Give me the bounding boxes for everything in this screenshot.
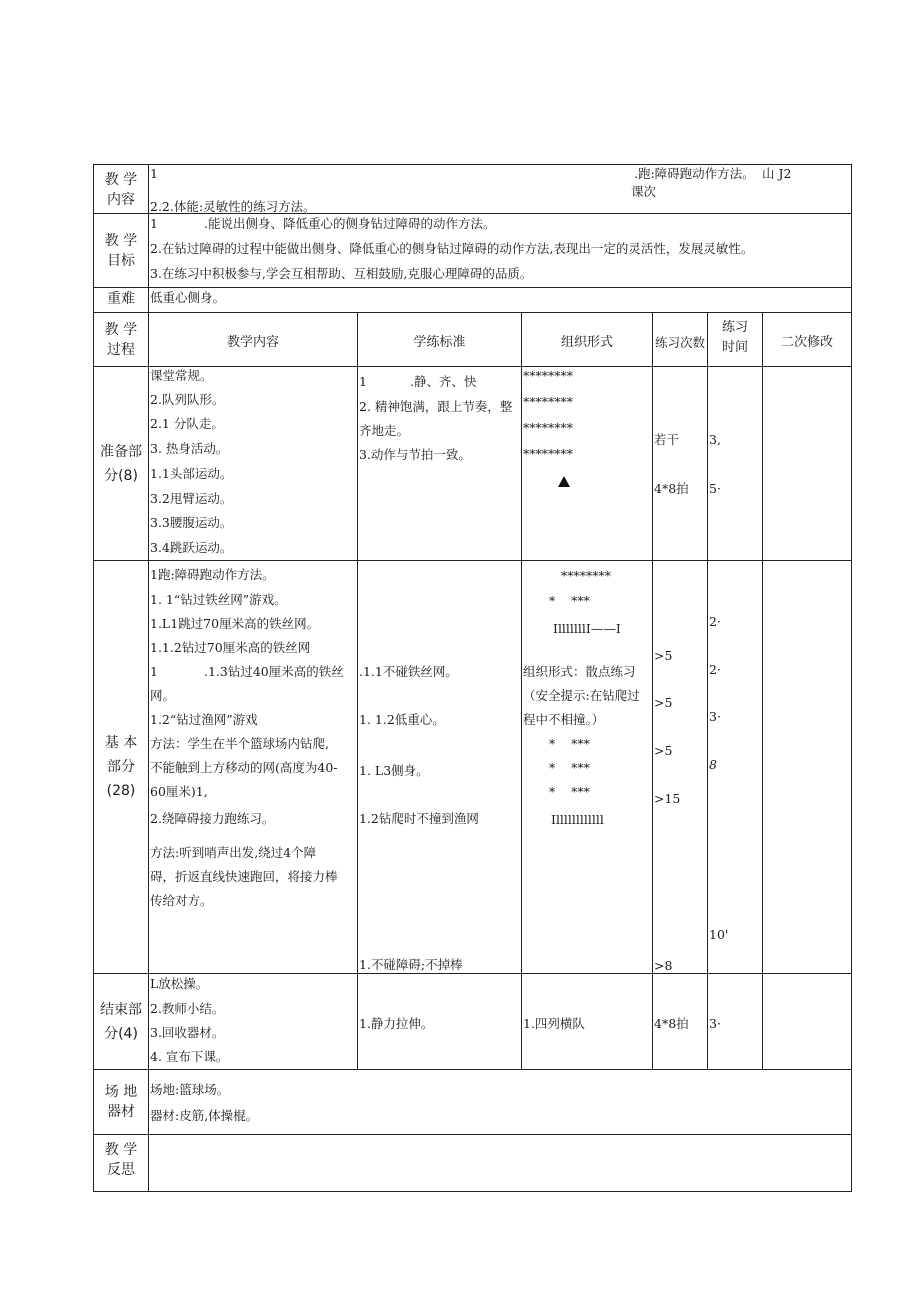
prep-content-8: 3.4跳跃运动。 bbox=[150, 540, 233, 555]
end-content-1: L放松操。 bbox=[150, 976, 209, 991]
label-line: 分(8) bbox=[104, 468, 138, 484]
label-line: 教 学 bbox=[104, 233, 138, 249]
venue-line-1: 场地:篮球场。 bbox=[150, 1082, 230, 1097]
basic-content-7c: 60厘米)1, bbox=[150, 784, 208, 799]
basic-count-5: >8 bbox=[654, 958, 673, 973]
prep-time-1: 3, bbox=[709, 432, 721, 447]
prep-content-7: 3.3腰腹运动。 bbox=[150, 515, 233, 530]
prep-content-1: 课堂常规。 bbox=[150, 368, 213, 383]
teacher-triangle-icon bbox=[558, 476, 570, 487]
basic-content-3: 1.L1跳过70厘米高的铁丝网。 bbox=[150, 616, 320, 631]
header-line: 时间 bbox=[721, 340, 748, 355]
col-header-time bbox=[708, 318, 762, 358]
col-header-revise: 二次修改 bbox=[780, 335, 833, 350]
basic-count-3: >5 bbox=[654, 743, 673, 758]
goal-1: .能说出侧身、降低重心的侧身钻过障碍的动作方法。 bbox=[204, 216, 496, 231]
basic-standard-1: .1.1不碰铁丝网。 bbox=[359, 664, 458, 679]
end-content-3: 3.回收器材。 bbox=[150, 1025, 225, 1040]
formation-row: ******** bbox=[523, 420, 573, 435]
basic-standard-4: 1.2钻爬时不撞到渔网 bbox=[359, 811, 479, 826]
label-line: 准备部 bbox=[100, 444, 142, 460]
difficulty-text: 低重心侧身。 bbox=[150, 290, 226, 305]
basic-count-2: >5 bbox=[654, 695, 673, 710]
venue-line-2: 器材:皮筋,体操棍。 bbox=[150, 1108, 259, 1123]
end-standard: 1.静力拉伸。 bbox=[359, 1016, 434, 1031]
end-organize: 1.四列横队 bbox=[523, 1016, 585, 1031]
row-border bbox=[93, 1191, 852, 1192]
formation-row: ******** bbox=[523, 368, 573, 383]
goal-3: 3.在练习中积极参与,学会互相帮助、互相鼓励,克服心理障碍的品质。 bbox=[150, 266, 533, 281]
reflection-label bbox=[94, 1140, 148, 1180]
basic-label bbox=[94, 731, 148, 803]
basic-org-5: （安全提示:在钻爬过 bbox=[523, 688, 640, 703]
prep-content-3: 2.1 分队走。 bbox=[150, 416, 224, 431]
col-border bbox=[851, 164, 852, 1192]
label-line: 教 学 bbox=[104, 172, 138, 188]
prep-standard-3: 3.动作与节拍一致。 bbox=[359, 447, 471, 462]
end-label bbox=[94, 998, 148, 1046]
col-header-content: 教学内容 bbox=[226, 335, 279, 350]
content-line-1: .跑:障碍跑动作方法。 bbox=[634, 166, 755, 181]
row-border bbox=[93, 973, 852, 974]
basic-count-1: >5 bbox=[654, 648, 673, 663]
col-border bbox=[652, 312, 653, 1070]
label-line: 器材 bbox=[107, 1104, 135, 1120]
label-line: 内容 bbox=[107, 192, 135, 208]
content-line-2: 2.2.体能:灵敏性的练习方法。 bbox=[150, 199, 316, 214]
basic-content-6: 1.2“钻过渔网”游戏 bbox=[150, 712, 258, 727]
header-line: 练习 bbox=[721, 320, 748, 335]
content-line-1-sub: 课次 bbox=[631, 184, 657, 199]
end-count: 4*8拍 bbox=[654, 1016, 689, 1031]
prep-standard-2b: 齐地走。 bbox=[359, 423, 410, 438]
row-border bbox=[93, 164, 852, 165]
basic-org-7: * *** bbox=[549, 736, 590, 751]
label-line: 教 学 bbox=[104, 1142, 138, 1158]
label-line: 反思 bbox=[107, 1162, 135, 1178]
label-line: 目标 bbox=[107, 253, 135, 269]
label-line: 结束部 bbox=[100, 1002, 142, 1018]
basic-time-1: 2· bbox=[709, 614, 721, 629]
basic-content-7b: 不能触到上方移动的网(高度为40- bbox=[150, 760, 338, 775]
basic-org-1: ******** bbox=[561, 568, 611, 583]
label-line: 分(4) bbox=[104, 1026, 138, 1042]
difficulty-label: 重难 bbox=[107, 291, 135, 307]
basic-org-8: * *** bbox=[549, 760, 590, 775]
basic-time-3: 3· bbox=[709, 709, 721, 724]
basic-standard-5: 1.不碰障碍;不掉棒 bbox=[359, 957, 463, 972]
goal-1-num: 1 bbox=[150, 216, 158, 231]
content-label bbox=[94, 170, 148, 210]
basic-content-8: 2.绕障碍接力跑练习。 bbox=[150, 811, 275, 826]
content-line-1-num: 1 bbox=[150, 166, 158, 181]
basic-content-5b: 网。 bbox=[150, 688, 176, 703]
basic-time-5: 10' bbox=[709, 927, 729, 942]
row-border bbox=[93, 312, 852, 313]
col-header-organize: 组织形式 bbox=[560, 335, 613, 350]
basic-org-10: Illllllllllll bbox=[551, 812, 604, 827]
basic-time-2: 2· bbox=[709, 662, 721, 677]
basic-org-9: * *** bbox=[549, 784, 590, 799]
prep-content-5: 1.1头部运动。 bbox=[150, 466, 233, 481]
basic-count-4: >15 bbox=[654, 791, 681, 806]
basic-content-7a: 方法：学生在半个篮球场内钻爬, bbox=[150, 736, 329, 751]
basic-org-6: 程中不相撞。） bbox=[523, 712, 605, 727]
prep-content-2: 2.队列队形。 bbox=[150, 392, 225, 407]
col-border bbox=[521, 312, 522, 1070]
basic-content-9b: 碍，折返直线快速跑回，将接力棒 bbox=[150, 869, 338, 884]
label-line: 过程 bbox=[107, 342, 135, 358]
prep-label bbox=[94, 440, 148, 488]
col-header-standard: 学练标准 bbox=[413, 335, 466, 350]
venue-label bbox=[94, 1082, 148, 1122]
label-line: 基 本 bbox=[104, 735, 138, 751]
col-border bbox=[762, 312, 763, 1070]
prep-content-4: 3. 热身活动。 bbox=[150, 441, 229, 456]
content-line-1-extra: 山 J2 bbox=[762, 166, 792, 181]
row-border bbox=[93, 560, 852, 561]
basic-org-2: * *** bbox=[549, 593, 590, 608]
col-border bbox=[148, 164, 149, 1192]
basic-content-5-num: 1 bbox=[150, 664, 158, 679]
prep-standard-2a: 2. 精神饱满，跟上节奏，整 bbox=[359, 399, 513, 414]
col-border bbox=[707, 312, 708, 1070]
label-line: 教 学 bbox=[104, 322, 138, 338]
row-border bbox=[93, 1134, 852, 1135]
label-line: (28) bbox=[106, 783, 136, 799]
basic-standard-2: 1. 1.2低重心。 bbox=[359, 712, 445, 727]
prep-time-2: 5· bbox=[709, 481, 721, 496]
row-border bbox=[93, 1069, 852, 1070]
basic-time-4: 8 bbox=[709, 757, 717, 772]
basic-content-5: .1.3钻过40厘米高的铁丝 bbox=[204, 664, 344, 679]
prep-standard-1: .静、齐、快 bbox=[410, 374, 477, 389]
basic-org-3: IlllllllI——I bbox=[553, 621, 621, 636]
goals-label bbox=[94, 231, 148, 271]
label-line: 部分 bbox=[107, 759, 135, 775]
formation-row: ******** bbox=[523, 446, 573, 461]
formation-row: ******** bbox=[523, 394, 573, 409]
row-border bbox=[93, 287, 852, 288]
basic-content-1: 1跑:障碍跑动作方法。 bbox=[150, 567, 275, 582]
col-border bbox=[357, 312, 358, 1070]
col-header-count: 练习次数 bbox=[654, 335, 705, 350]
basic-standard-3: 1. L3侧身。 bbox=[359, 763, 429, 778]
goal-2: 2.在钻过障碍的过程中能做出侧身、降低重心的侧身钻过障碍的动作方法,表现出一定的灵活性，发展灵敏性。 bbox=[150, 241, 754, 256]
prep-content-6: 3.2甩臂运动。 bbox=[150, 491, 233, 506]
basic-content-4: 1.1.2钻过70厘米高的铁丝网 bbox=[150, 640, 311, 655]
prep-count-2: 4*8拍 bbox=[654, 481, 689, 496]
basic-org-4: 组织形式：散点练习 bbox=[523, 664, 636, 679]
prep-count-1: 若干 bbox=[654, 432, 680, 447]
prep-standard-1-num: 1 bbox=[359, 374, 367, 389]
label-line: 场 地 bbox=[104, 1084, 138, 1100]
end-content-4: 4. 宣布下课。 bbox=[150, 1049, 229, 1064]
basic-content-9c: 传给对方。 bbox=[150, 893, 213, 908]
basic-content-2: 1. 1“钻过铁丝网”游戏。 bbox=[150, 592, 287, 607]
basic-content-9a: 方法:听到哨声出发,绕过4个障 bbox=[150, 845, 317, 860]
row-border bbox=[93, 366, 852, 367]
process-label bbox=[94, 320, 148, 360]
end-content-2: 2.教师小结。 bbox=[150, 1001, 225, 1016]
end-time: 3· bbox=[709, 1016, 721, 1031]
